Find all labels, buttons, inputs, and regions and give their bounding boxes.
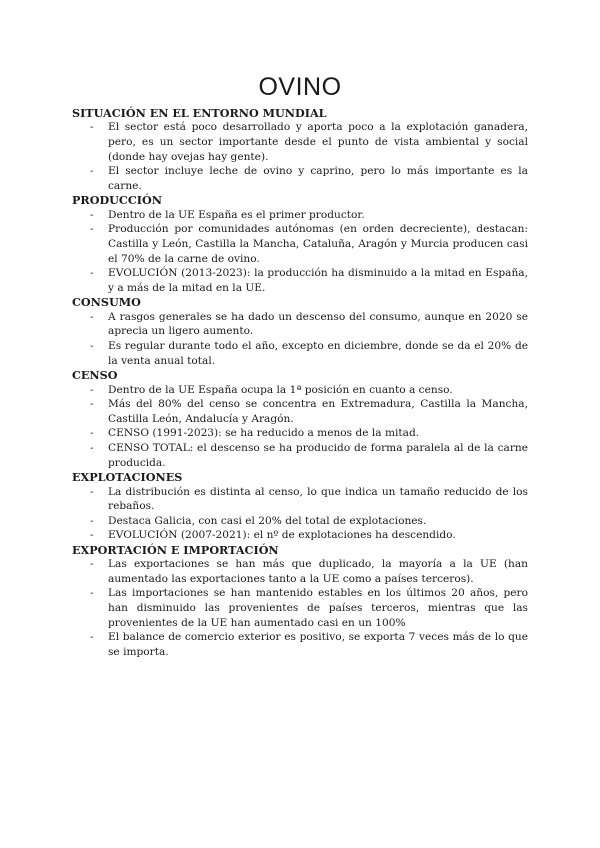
bullet-item: - CENSO (1991-2023): se ha reducido a menos de la mitad.: [108, 426, 528, 441]
bullet-item: - Más del 80% del censo se concentra en Extremadura, Castilla la Mancha, Castilla León, Andalucía y Aragón.: [108, 397, 528, 426]
section-heading: EXPLOTACIONES: [72, 470, 183, 485]
section-exportacion-importacion: [72, 543, 528, 660]
section-explotaciones: [72, 470, 528, 543]
bullet-item: - Destaca Galicia, con casi el 20% del total de explotaciones.: [108, 514, 528, 529]
section-heading: CENSO: [72, 368, 118, 383]
bullet-list: [72, 557, 528, 659]
bullet-item: - El sector incluye leche de ovino y caprino, pero lo más importante es la carne.: [108, 164, 528, 193]
section-heading: EXPORTACIÓN E IMPORTACIÓN: [72, 542, 279, 557]
bullet-list: [72, 120, 528, 193]
section-heading: CONSUMO: [72, 295, 141, 310]
bullet-item: - A rasgos generales se ha dado un descenso del consumo, aunque en 2020 se aprecia un ligero aumento.: [108, 310, 528, 339]
bullet-item: - CENSO TOTAL: el descenso se ha producido de forma paralela al de la carne producida.: [108, 441, 528, 470]
bullet-list: [72, 485, 528, 543]
bullet-item: - Las exportaciones se han más que duplicado, la mayoría a la UE (han aumentado las exportaciones tanto a la UE como a países terceros).: [108, 557, 528, 586]
bullet-item: - La distribución es distinta al censo, lo que indica un tamaño reducido de los rebaños.: [108, 485, 528, 514]
bullet-item: - Es regular durante todo el año, excepto en diciembre, donde se da el 20% de la venta anual total.: [108, 339, 528, 368]
section-produccion: [72, 193, 528, 295]
bullet-list: [72, 310, 528, 368]
bullet-item: - EVOLUCIÓN (2013-2023): la producción ha disminuido a la mitad en España, y a más de la mitad en la UE.: [108, 266, 528, 295]
bullet-item: - El balance de comercio exterior es positivo, se exporta 7 veces más de lo que se importa.: [108, 630, 528, 659]
section-situacion: [72, 106, 528, 193]
bullet-item: - Dentro de la UE España ocupa la 1ª posición en cuanto a censo.: [108, 383, 528, 398]
section-censo: [72, 368, 528, 470]
page-title: OVINO: [258, 73, 342, 101]
section-heading: SITUACIÓN EN EL ENTORNO MUNDIAL: [72, 106, 327, 120]
document-page: [72, 72, 528, 659]
bullet-item: - EVOLUCIÓN (2007-2021): el nº de explotaciones ha descendido.: [108, 528, 528, 543]
bullet-item: - Las importaciones se han mantenido estables en los últimos 20 años, pero han disminuido las provenientes de países terceros, mientras que las provenientes de la UE han aumentado casi en un 100%: [108, 586, 528, 630]
section-heading: PRODUCCIÓN: [72, 193, 162, 208]
bullet-item: - Producción por comunidades autónomas (en orden decreciente), destacan: Castilla y León, Castilla la Mancha, Cataluña, Aragón y Murcia producen casi el 70% de la carne de ovino.: [108, 222, 528, 266]
bullet-item: - Dentro de la UE España es el primer productor.: [108, 208, 528, 223]
section-consumo: [72, 295, 528, 368]
bullet-item: - El sector está poco desarrollado y aporta poco a la explotación ganadera, pero, es un sector importante desde el punto de vista ambiental y social (donde hay ovejas hay gente).: [108, 120, 528, 164]
bullet-list: [72, 383, 528, 471]
bullet-list: [72, 208, 528, 296]
